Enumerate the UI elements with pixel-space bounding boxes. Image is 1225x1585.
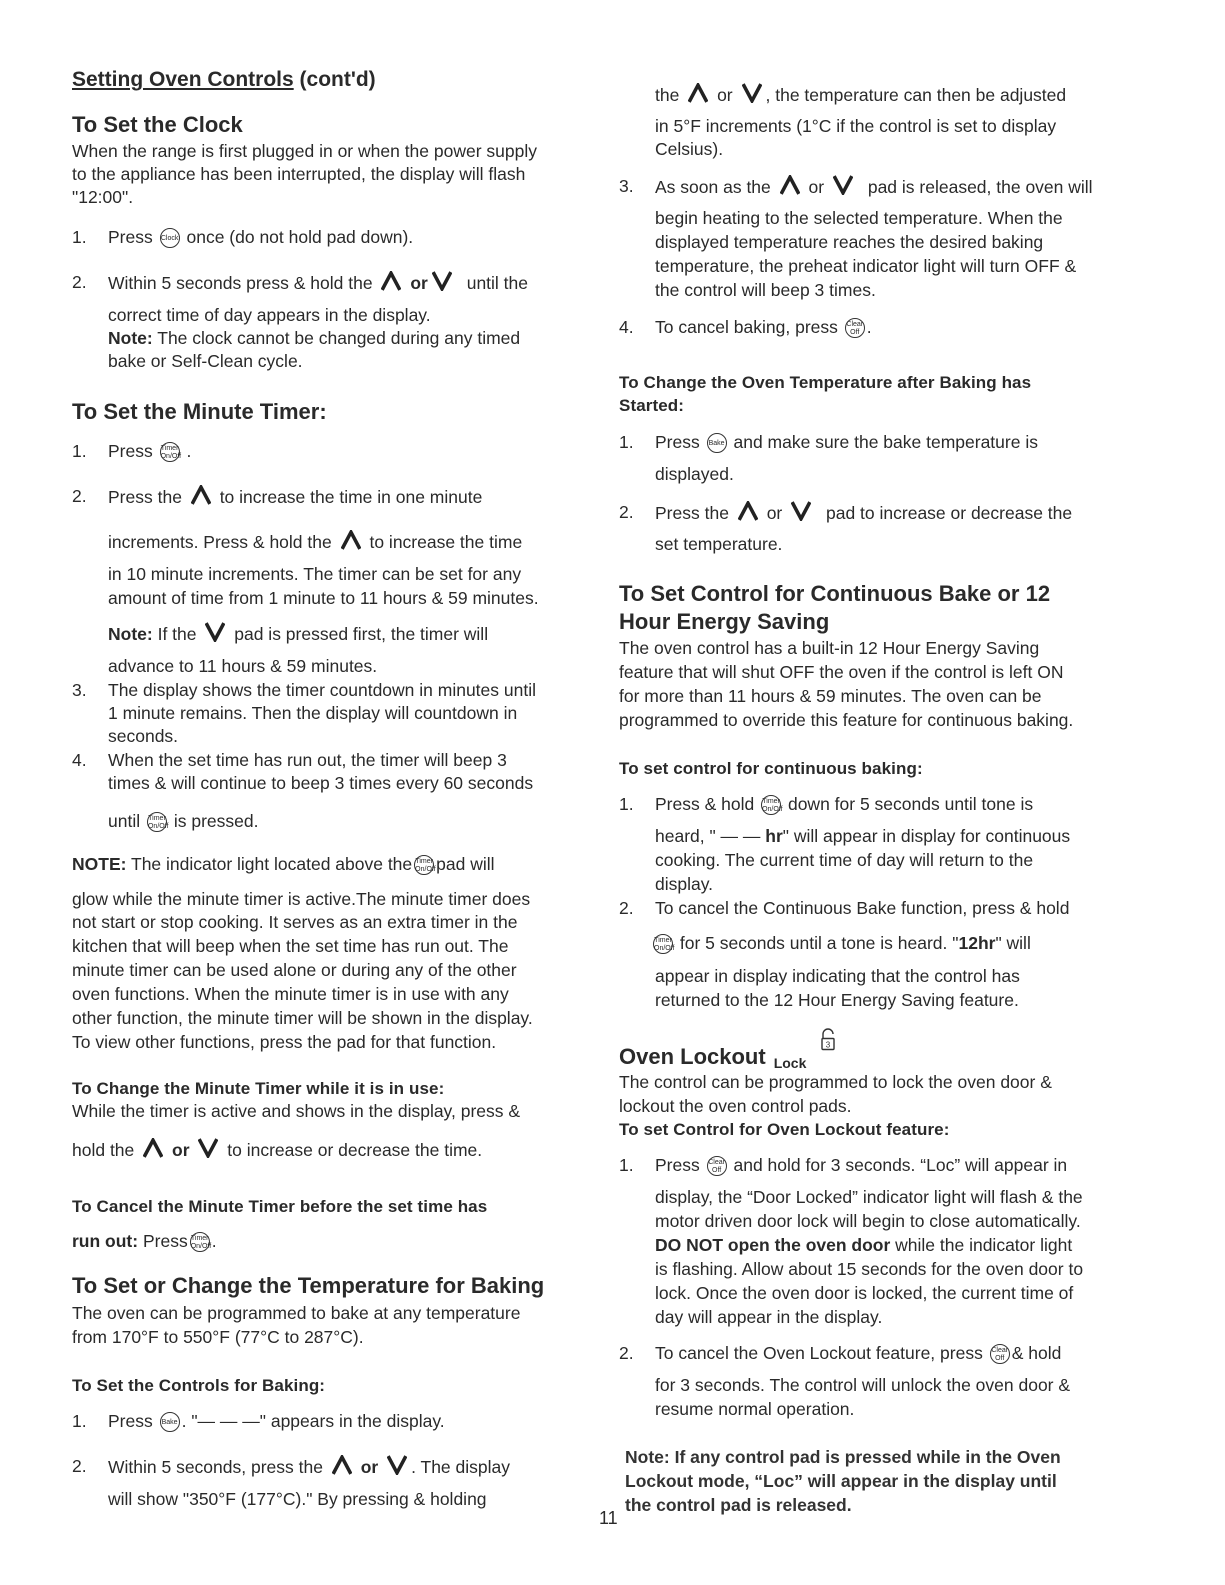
up-arrow-icon	[738, 501, 758, 521]
step-number: 3.	[72, 680, 87, 700]
step-number: 2.	[72, 1456, 87, 1476]
page-title-suffix: (cont'd)	[293, 68, 376, 91]
pad-label: Bake	[161, 1419, 178, 1427]
up-arrow-icon	[332, 1455, 352, 1475]
lockout-step-2-line-3: resume normal operation.	[655, 1399, 855, 1419]
continuous-intro-4: programmed to override this feature for continuous baking.	[619, 710, 1074, 730]
step-text: .	[866, 317, 872, 337]
step-number: 1.	[72, 441, 87, 461]
down-arrow-icon	[833, 175, 853, 195]
pad-label: Timer	[148, 815, 166, 823]
pad-label: Timer	[160, 445, 179, 453]
step-text: Press the	[655, 503, 729, 523]
timer-step-4-line-3	[108, 810, 258, 834]
timer-cancel-line-2	[72, 1230, 217, 1254]
note-label: Note:	[108, 624, 153, 644]
step-text: until the	[466, 273, 529, 293]
or-label: or	[360, 1457, 379, 1477]
up-arrow-icon	[191, 485, 211, 505]
clear-off-pad-icon	[707, 1156, 727, 1176]
timer-step-3-line-2: 1 minute remains. Then the display will countdown in	[108, 703, 518, 723]
or-label: or	[172, 1140, 190, 1160]
step-number: 1.	[619, 432, 634, 452]
step-text: once (do not hold pad down).	[186, 227, 414, 247]
bake-step-2-line-2: will show "350°F (177°C)." By pressing & holding	[108, 1489, 487, 1509]
timer-step-1	[108, 440, 191, 464]
clock-step-1	[108, 226, 413, 250]
step-text: to increase the time	[369, 532, 523, 552]
down-arrow-icon	[432, 271, 452, 291]
continuous-step-2-line-1: To cancel the Continuous Bake function, press & hold	[655, 898, 1070, 918]
up-arrow-icon	[143, 1138, 163, 1158]
lockout-note-line-2: Lockout mode, “Loc” will appear in the display until	[625, 1470, 1057, 1491]
step-text: and make sure the bake temperature is	[733, 432, 1038, 452]
timer-note	[108, 622, 488, 647]
step-number: 1.	[72, 1411, 87, 1431]
pad-label: Clear	[991, 1347, 1009, 1355]
timer-step-2-line-3: in 10 minute increments. The timer can be set for any	[108, 564, 522, 584]
step-text: and hold for 3 seconds. “Loc” will appear in	[733, 1155, 1068, 1175]
continuous-step-1-line-2	[655, 825, 1070, 849]
timer-pad-icon	[190, 1232, 210, 1252]
timer-bignote-line-7: other function, the minute timer will be shown in the display.	[72, 1008, 533, 1028]
clear-off-pad-icon	[845, 318, 865, 338]
step-text: heard, " — —	[655, 826, 761, 846]
note-text: pad will	[436, 854, 495, 874]
up-arrow-icon	[341, 530, 361, 550]
timer-section-title: To Set the Minute Timer:	[72, 399, 327, 424]
step-text: while the indicator light	[890, 1235, 1073, 1255]
or-label: or	[410, 273, 428, 293]
step-text: for 5 seconds until a tone is heard. "	[679, 933, 959, 953]
step-text: " will appear in display for continuous	[782, 826, 1071, 846]
step-text: Press	[108, 441, 153, 461]
cancel-label: run out:	[72, 1231, 139, 1251]
continuous-step-2-line-4: returned to the 12 Hour Energy Saving feature.	[655, 990, 1019, 1010]
pad-label: On/Off	[654, 945, 675, 953]
down-arrow-icon	[742, 83, 762, 103]
pad-label: Clear	[708, 1159, 725, 1167]
timer-bignote-line-3: not start or stop cooking. It serves as an extra timer in the	[72, 912, 518, 932]
step-text: To cancel baking, press	[655, 317, 838, 337]
step-text: , the temperature can then be adjusted	[765, 85, 1067, 105]
continuous-title-2: Hour Energy Saving	[619, 609, 830, 634]
continuous-step-2-line-2	[655, 932, 1031, 956]
pad-label: Clear	[846, 321, 864, 329]
step-text: . "— — —" appears in the display.	[181, 1411, 445, 1431]
pad-label: On/Off	[762, 806, 783, 814]
clock-section-title: To Set the Clock	[72, 112, 243, 137]
pad-label: On/Off	[147, 823, 169, 831]
or-label: or	[808, 177, 825, 197]
timer-change-line-2	[72, 1138, 482, 1163]
lockout-note-line-3: the control pad is released.	[625, 1494, 852, 1515]
change-temp-title-1: To Change the Oven Temperature after Baking has	[619, 373, 1032, 392]
or-label: or	[766, 503, 783, 523]
step-text: pad is released, the oven will	[867, 177, 1093, 197]
change-temp-step-2-line-2: set temperature.	[655, 534, 783, 554]
up-arrow-icon	[688, 83, 708, 103]
step-text: . The display	[411, 1457, 510, 1477]
bake-step-1	[108, 1410, 445, 1434]
down-arrow-icon	[198, 1138, 218, 1158]
step-text: Within 5 seconds press & hold the	[108, 273, 373, 293]
lockout-intro-1: The control can be programmed to lock the oven door &	[619, 1072, 1052, 1092]
bake-step-3-line-2: begin heating to the selected temperature. When the	[655, 208, 1063, 228]
step-text: & hold	[1011, 1343, 1062, 1363]
down-arrow-icon	[791, 501, 811, 521]
lockout-step-1-line-5: is flashing. Allow about 15 seconds for the oven door to	[655, 1259, 1084, 1279]
continuous-step-1-line-4: display.	[655, 874, 714, 894]
timer-step-4-line-1: When the set time has run out, the timer will beep 3	[108, 750, 507, 770]
clear-off-pad-icon	[990, 1344, 1010, 1364]
step-number: 1.	[72, 227, 87, 247]
bake-intro-2: from 170°F to 550°F (77°C to 287°C).	[72, 1327, 364, 1347]
timer-step-4-line-2: times & will continue to beep 3 times every 60 seconds	[108, 773, 534, 793]
step-number: 3.	[619, 176, 634, 196]
timer-step-2	[108, 485, 482, 510]
note-label: Note:	[108, 328, 153, 348]
note-text: The indicator light located above the	[126, 854, 413, 874]
pad-label: Off	[850, 329, 860, 337]
pad-label: Clock	[160, 235, 179, 243]
step-number: 4.	[619, 317, 634, 337]
or-label: or	[717, 85, 733, 105]
step-text: .	[186, 441, 192, 461]
step-text: Within 5 seconds, press the	[108, 1457, 323, 1477]
timer-step-2-line-2	[108, 530, 522, 555]
pad-label: Timer	[762, 798, 780, 806]
bake-step-3-line-4: temperature, the preheat indicator light will turn OFF &	[655, 256, 1077, 276]
timer-bignote-line-2: glow while the minute timer is active.The minute timer does	[72, 889, 531, 909]
continuous-intro-1: The oven control has a built-in 12 Hour Energy Saving	[619, 638, 1040, 658]
note-label: NOTE:	[72, 854, 127, 874]
timer-pad-icon	[414, 855, 434, 875]
timer-bignote-line-8: To view other functions, press the pad for that function.	[72, 1032, 497, 1052]
note-text: The clock cannot be changed during any timed	[152, 328, 521, 348]
svg-text:3: 3	[825, 1040, 831, 1050]
lockout-step-1-line-7: day will appear in the display.	[655, 1307, 883, 1327]
continuous-sub-title: To set control for continuous baking:	[619, 759, 923, 778]
step-text: Press the	[108, 487, 182, 507]
step-text: pad to increase or decrease the	[826, 503, 1073, 523]
step-text: Press	[138, 1231, 188, 1251]
clock-step-2-line-2: correct time of day appears in the display.	[108, 305, 431, 325]
continuous-step-2-line-3: appear in display indicating that the control has	[655, 966, 1020, 986]
lockout-sub-title: To set Control for Oven Lockout feature:	[619, 1120, 950, 1139]
step-text: to increase the time in one minute	[219, 487, 483, 507]
timer-bignote-line-5: minute timer can be used alone or during any of the other	[72, 960, 517, 980]
clock-step-2	[108, 271, 528, 296]
step-number: 2.	[619, 898, 634, 918]
hr-label: hr	[760, 826, 783, 846]
change-temp-title-2: Started:	[619, 396, 685, 415]
lockout-step-1-line-2: display, the “Door Locked” indicator light will flash & the	[655, 1187, 1083, 1207]
pad-label: On/Off	[190, 1243, 212, 1251]
clock-intro-3: "12:00".	[72, 187, 134, 207]
timer-pad-icon	[147, 812, 167, 832]
change-temp-step-1	[655, 431, 1038, 455]
timer-change-title: To Change the Minute Timer while it is in use:	[72, 1079, 445, 1098]
warning-text: DO NOT open the oven door	[655, 1235, 891, 1255]
page-title	[72, 68, 376, 92]
step-text: As soon as the	[655, 177, 771, 197]
lock-word: Lock	[773, 1055, 807, 1071]
step-text: hold the	[72, 1140, 135, 1160]
page-title-main: Setting Oven Controls	[72, 68, 294, 91]
change-temp-step-2	[655, 501, 1072, 526]
timer-bignote-line-4: kitchen that will beep when the set time has run out. The	[72, 936, 509, 956]
step-text: Press	[108, 227, 153, 247]
bake-step-2-line-4: in 5°F increments (1°C if the control is set to display	[655, 116, 1057, 136]
page-number: 11	[599, 1508, 618, 1528]
lockout-title-text: Oven Lockout	[619, 1044, 766, 1069]
step-text: is pressed.	[173, 811, 259, 831]
step-text: Press	[655, 1155, 700, 1175]
bake-intro-1: The oven can be programmed to bake at any temperature	[72, 1303, 521, 1323]
lockout-step-2-line-2: for 3 seconds. The control will unlock the oven door &	[655, 1375, 1071, 1395]
lock-icon	[820, 1028, 836, 1052]
continuous-title-1: To Set Control for Continuous Bake or 12	[619, 581, 1051, 606]
pad-label: On/Off	[415, 866, 436, 874]
step-number: 2.	[619, 1343, 634, 1363]
down-arrow-icon	[387, 1455, 407, 1475]
pad-label: Timer	[654, 937, 672, 945]
bake-section-title: To Set or Change the Temperature for Baking	[72, 1273, 545, 1298]
bake-controls-title: To Set the Controls for Baking:	[72, 1376, 326, 1395]
timer-pad-icon	[761, 795, 781, 815]
12hr-label: 12hr	[958, 933, 996, 953]
pad-label: Timer	[415, 858, 433, 866]
lockout-step-1-line-6: lock. Once the oven door is locked, the current time of	[655, 1283, 1074, 1303]
timer-pad-icon	[160, 442, 180, 462]
bake-step-2	[108, 1455, 510, 1480]
step-text: until	[108, 811, 141, 831]
timer-change-line-1: While the timer is active and shows in the display, press &	[72, 1101, 521, 1121]
note-text: If the	[152, 624, 197, 644]
continuous-intro-3: for more than 11 hours & 59 minutes. The oven can be	[619, 686, 1042, 706]
step-text: " will	[995, 933, 1031, 953]
clock-note-line-2: bake or Self-Clean cycle.	[108, 351, 303, 371]
step-number: 2.	[619, 502, 634, 522]
timer-bignote-line-6: oven functions. When the minute timer is in use with any	[72, 984, 509, 1004]
bake-step-2-line-3	[655, 83, 1066, 108]
lockout-step-1	[655, 1154, 1067, 1178]
timer-note-line-2: advance to 11 hours & 59 minutes.	[108, 656, 378, 676]
note-text: pad is pressed first, the timer will	[234, 624, 489, 644]
clock-intro-2: to the appliance has been interrupted, the display will flash	[72, 164, 526, 184]
step-number: 1.	[619, 1155, 634, 1175]
bake-pad-icon	[160, 1412, 180, 1432]
step-text: down for 5 seconds until tone is	[787, 794, 1034, 814]
lockout-intro-2: lockout the oven control pads.	[619, 1096, 852, 1116]
timer-cancel-title: To Cancel the Minute Timer before the set time has	[72, 1197, 488, 1216]
clock-intro-1: When the range is first plugged in or when the power supply	[72, 141, 537, 161]
step-text: Press & hold	[655, 794, 755, 814]
step-text: to increase or decrease the time.	[227, 1140, 483, 1160]
change-temp-step-1-line-2: displayed.	[655, 464, 734, 484]
continuous-intro-2: feature that will shut OFF the oven if the control is left ON	[619, 662, 1064, 682]
bake-step-3-line-5: the control will beep 3 times.	[655, 280, 876, 300]
continuous-step-1	[655, 793, 1033, 817]
down-arrow-icon	[205, 622, 225, 642]
pad-label: On/Off	[160, 453, 182, 461]
timer-pad-icon	[653, 934, 673, 954]
continuous-step-1-line-3: cooking. The current time of day will return to the	[655, 850, 1034, 870]
lockout-step-2	[655, 1342, 1061, 1366]
pad-label: Bake	[708, 440, 725, 448]
up-arrow-icon	[381, 271, 401, 291]
clock-note	[108, 327, 520, 351]
pad-label: Off	[995, 1355, 1005, 1363]
step-text: increments. Press & hold the	[108, 532, 332, 552]
timer-step-3-line-3: seconds.	[108, 726, 179, 746]
bake-step-4	[655, 316, 872, 340]
bake-step-3-line-3: displayed temperature reaches the desired baking	[655, 232, 1044, 252]
step-text: Press	[108, 1411, 153, 1431]
bake-step-2-line-5: Celsius).	[655, 139, 724, 159]
pad-label: Timer	[190, 1235, 209, 1243]
step-number: 4.	[72, 750, 87, 770]
timer-step-3-line-1: The display shows the timer countdown in minutes until	[108, 680, 536, 700]
timer-step-2-line-4: amount of time from 1 minute to 11 hours & 59 minutes.	[108, 588, 539, 608]
step-number: 2.	[72, 486, 87, 506]
lockout-step-1-line-3: motor driven door lock will begin to close automatically.	[655, 1211, 1081, 1231]
timer-bignote	[72, 853, 495, 877]
step-number: 1.	[619, 794, 634, 814]
pad-label: Off	[712, 1167, 722, 1175]
step-text: To cancel the Oven Lockout feature, press	[655, 1343, 983, 1363]
lockout-step-1-line-4	[655, 1234, 1072, 1258]
clock-pad-icon	[160, 228, 180, 248]
up-arrow-icon	[780, 175, 800, 195]
step-text: .	[211, 1231, 217, 1251]
step-text: the	[655, 85, 680, 105]
bake-step-3	[655, 175, 1093, 200]
step-text: Press	[655, 432, 700, 452]
lockout-note-line-1: Note: If any control pad is pressed while in the Oven	[625, 1446, 1061, 1467]
step-number: 2.	[72, 272, 87, 292]
bake-pad-icon	[707, 433, 727, 453]
